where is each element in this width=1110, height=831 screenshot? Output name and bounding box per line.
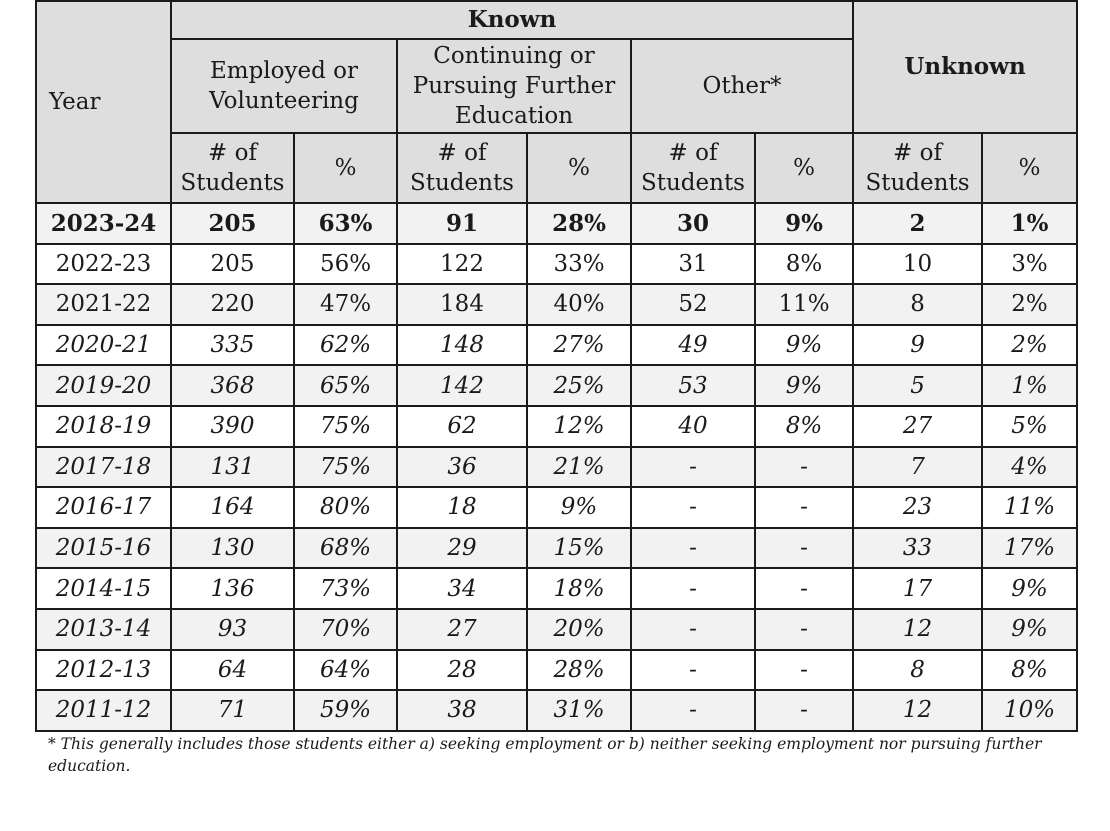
other-percent-cell: 9% [755, 365, 853, 406]
education-count-cell: 122 [397, 244, 527, 285]
other-percent-cell: - [755, 690, 853, 731]
other-percent-cell: 9% [755, 203, 853, 244]
year-cell: 2019-20 [36, 365, 171, 406]
employed-count-cell: 136 [171, 568, 294, 609]
unknown-percent-cell: 9% [982, 568, 1077, 609]
employed-percent-cell: 75% [294, 447, 397, 488]
unknown-percent-cell: 17% [982, 528, 1077, 569]
employed-percent-cell: 56% [294, 244, 397, 285]
outcomes-table [35, 0, 1078, 732]
other-count-cell: 30 [631, 203, 755, 244]
table-row [36, 528, 1077, 569]
other-students-header: # of Students [631, 133, 755, 203]
unknown-count-cell: 12 [853, 609, 982, 650]
unknown-count-cell: 33 [853, 528, 982, 569]
other-percent-cell: 8% [755, 406, 853, 447]
unknown-percent-cell: 2% [982, 325, 1077, 366]
employed-percent-cell: 73% [294, 568, 397, 609]
year-cell: 2014-15 [36, 568, 171, 609]
table-row [36, 650, 1077, 691]
education-count-cell: 36 [397, 447, 527, 488]
education-percent-header: % [527, 133, 631, 203]
table-row [36, 690, 1077, 731]
unknown-percent-cell: 10% [982, 690, 1077, 731]
table-row [36, 609, 1077, 650]
employed-count-cell: 64 [171, 650, 294, 691]
table-row [36, 365, 1077, 406]
education-percent-cell: 28% [527, 650, 631, 691]
employed-percent-cell: 68% [294, 528, 397, 569]
other-count-cell: - [631, 528, 755, 569]
education-percent-cell: 9% [527, 487, 631, 528]
employed-percent-cell: 65% [294, 365, 397, 406]
unknown-percent-header: % [982, 133, 1077, 203]
education-percent-cell: 31% [527, 690, 631, 731]
education-count-cell: 142 [397, 365, 527, 406]
employed-header: Employed or Volunteering [171, 39, 397, 133]
employed-count-cell: 368 [171, 365, 294, 406]
year-cell: 2011-12 [36, 690, 171, 731]
education-count-cell: 34 [397, 568, 527, 609]
employed-count-cell: 93 [171, 609, 294, 650]
year-cell: 2022-23 [36, 244, 171, 285]
unknown-count-cell: 8 [853, 650, 982, 691]
education-percent-cell: 12% [527, 406, 631, 447]
education-percent-cell: 28% [527, 203, 631, 244]
employed-count-cell: 164 [171, 487, 294, 528]
other-count-cell: - [631, 447, 755, 488]
unknown-count-cell: 9 [853, 325, 982, 366]
table-row [36, 284, 1077, 325]
unknown-percent-cell: 1% [982, 203, 1077, 244]
other-count-cell: 53 [631, 365, 755, 406]
unknown-percent-cell: 3% [982, 244, 1077, 285]
employed-percent-cell: 75% [294, 406, 397, 447]
education-percent-cell: 33% [527, 244, 631, 285]
other-count-cell: 40 [631, 406, 755, 447]
employed-count-cell: 390 [171, 406, 294, 447]
unknown-percent-cell: 5% [982, 406, 1077, 447]
education-percent-cell: 27% [527, 325, 631, 366]
year-cell: 2013-14 [36, 609, 171, 650]
employed-percent-cell: 59% [294, 690, 397, 731]
year-cell: 2021-22 [36, 284, 171, 325]
education-percent-cell: 25% [527, 365, 631, 406]
employed-percent-cell: 80% [294, 487, 397, 528]
employed-count-cell: 130 [171, 528, 294, 569]
employed-percent-header: % [294, 133, 397, 203]
unknown-count-cell: 5 [853, 365, 982, 406]
unknown-count-cell: 2 [853, 203, 982, 244]
education-count-cell: 38 [397, 690, 527, 731]
other-count-cell: 49 [631, 325, 755, 366]
education-count-cell: 29 [397, 528, 527, 569]
unknown-percent-cell: 4% [982, 447, 1077, 488]
unknown-count-cell: 8 [853, 284, 982, 325]
employed-count-cell: 220 [171, 284, 294, 325]
employed-percent-cell: 47% [294, 284, 397, 325]
unknown-percent-cell: 8% [982, 650, 1077, 691]
employed-percent-cell: 62% [294, 325, 397, 366]
table-row [36, 244, 1077, 285]
table-row [36, 406, 1077, 447]
employed-percent-cell: 63% [294, 203, 397, 244]
other-percent-cell: - [755, 609, 853, 650]
education-percent-cell: 20% [527, 609, 631, 650]
unknown-percent-cell: 9% [982, 609, 1077, 650]
table-row [36, 325, 1077, 366]
unknown-count-cell: 27 [853, 406, 982, 447]
other-percent-cell: - [755, 528, 853, 569]
table-header [36, 1, 1077, 203]
education-percent-cell: 21% [527, 447, 631, 488]
employed-count-cell: 131 [171, 447, 294, 488]
other-percent-cell: - [755, 447, 853, 488]
year-cell: 2020-21 [36, 325, 171, 366]
education-percent-cell: 18% [527, 568, 631, 609]
unknown-count-cell: 12 [853, 690, 982, 731]
table-row [36, 568, 1077, 609]
year-cell: 2023-24 [36, 203, 171, 244]
education-percent-cell: 15% [527, 528, 631, 569]
other-percent-cell: - [755, 568, 853, 609]
education-count-cell: 18 [397, 487, 527, 528]
other-count-cell: - [631, 609, 755, 650]
table-row [36, 447, 1077, 488]
employed-percent-cell: 70% [294, 609, 397, 650]
employed-students-header: # of Students [171, 133, 294, 203]
unknown-count-cell: 23 [853, 487, 982, 528]
unknown-header: Unknown [853, 1, 1077, 133]
education-students-header: # of Students [397, 133, 527, 203]
other-percent-cell: - [755, 487, 853, 528]
unknown-count-cell: 17 [853, 568, 982, 609]
year-header: Year [36, 1, 171, 203]
known-header: Known [171, 1, 853, 39]
other-count-cell: - [631, 690, 755, 731]
education-count-cell: 28 [397, 650, 527, 691]
education-percent-cell: 40% [527, 284, 631, 325]
employed-count-cell: 205 [171, 203, 294, 244]
other-percent-cell: 8% [755, 244, 853, 285]
employed-percent-cell: 64% [294, 650, 397, 691]
other-percent-cell: - [755, 650, 853, 691]
other-count-cell: - [631, 568, 755, 609]
education-header: Continuing or Pursuing Further Education [397, 39, 631, 133]
outcomes-table-container [35, 0, 1076, 732]
other-percent-cell: 9% [755, 325, 853, 366]
table-body [36, 203, 1077, 731]
other-count-cell: - [631, 487, 755, 528]
footnote: * This generally includes those students either a) seeking employment or b) neither seeking employment nor pursuing further education. [48, 735, 1042, 775]
unknown-count-cell: 7 [853, 447, 982, 488]
employed-count-cell: 335 [171, 325, 294, 366]
employed-count-cell: 71 [171, 690, 294, 731]
unknown-count-cell: 10 [853, 244, 982, 285]
unknown-percent-cell: 11% [982, 487, 1077, 528]
unknown-percent-cell: 1% [982, 365, 1077, 406]
other-header: Other* [631, 39, 853, 133]
year-cell: 2012-13 [36, 650, 171, 691]
education-count-cell: 27 [397, 609, 527, 650]
other-count-cell: 31 [631, 244, 755, 285]
education-count-cell: 184 [397, 284, 527, 325]
education-count-cell: 91 [397, 203, 527, 244]
other-percent-cell: 11% [755, 284, 853, 325]
employed-count-cell: 205 [171, 244, 294, 285]
year-cell: 2015-16 [36, 528, 171, 569]
other-count-cell: - [631, 650, 755, 691]
education-count-cell: 62 [397, 406, 527, 447]
other-percent-header: % [755, 133, 853, 203]
unknown-percent-cell: 2% [982, 284, 1077, 325]
table-row [36, 487, 1077, 528]
year-cell: 2016-17 [36, 487, 171, 528]
table-row [36, 203, 1077, 244]
year-cell: 2018-19 [36, 406, 171, 447]
unknown-students-header: # of Students [853, 133, 982, 203]
education-count-cell: 148 [397, 325, 527, 366]
other-count-cell: 52 [631, 284, 755, 325]
year-cell: 2017-18 [36, 447, 171, 488]
